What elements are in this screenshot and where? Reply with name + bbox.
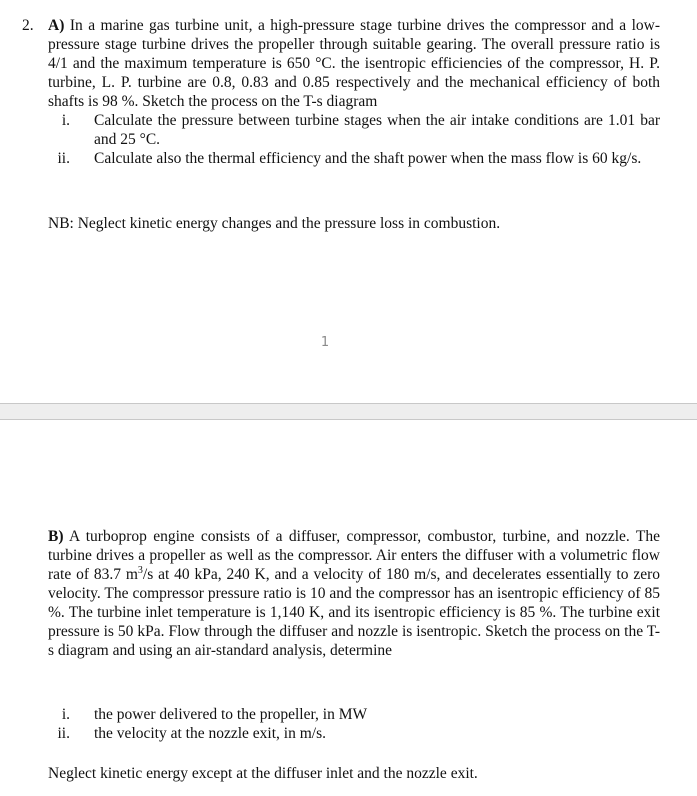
question-b-note: Neglect kinetic energy except at the diffuser inlet and the nozzle exit. (48, 765, 478, 782)
page-number: 1 (320, 335, 330, 350)
question-b-subitems (42, 705, 660, 743)
question-a-note: NB: Neglect kinetic energy changes and the pressure loss in combustion. (48, 215, 501, 232)
list-item-number: ii. (57, 725, 70, 742)
list-item-text: Calculate also the thermal efficiency and the shaft power when the mass flow is 60 kg/s. (94, 150, 642, 167)
question-b-label: B) (48, 528, 64, 545)
page-separator (0, 403, 697, 420)
list-item (42, 111, 660, 149)
question-a-paragraph (48, 16, 660, 111)
question-a-subitems (42, 111, 660, 168)
list-item-text: the power delivered to the propeller, in MW (94, 706, 368, 723)
question-b-paragraph (48, 527, 660, 660)
question-a-label: A) (48, 17, 65, 34)
question-a-text: In a marine gas turbine unit, a high-pressure stage turbine drives the compressor and a low-pressure stage turbine drives the propeller through suitable gearing. The overall pressure ratio is 4/1 and the maximum temperature is 650 °C. the isentropic efficiencies of the compressor, H. P. turbine, L. P. turbine are 0.8, 0.83 and 0.85 respectively and the mechanical efficiency of both shafts is 98 %. Sketch the process on the T-s diagram (48, 17, 660, 110)
list-item (42, 149, 660, 168)
superscript-cubed: 3 (137, 564, 143, 576)
list-item (42, 724, 660, 743)
list-item (42, 705, 660, 724)
list-item-number: ii. (57, 150, 70, 167)
question-number: 2. (22, 17, 34, 34)
list-item-text: Calculate the pressure between turbine stages when the air intake conditions are 1.01 bar and 25 °C. (94, 112, 660, 148)
list-item-number: i. (61, 112, 70, 129)
question-b-text-1: A turboprop engine consists of a diffuser, compressor, combustor, turbine, and nozzle. The turbine drives a propeller as well as the compressor. Air enters the diffuser with a volumetric flow rate of 83.7 m (48, 528, 660, 583)
question-b-text-2: /s at 40 kPa, 240 K, and a velocity of 180 m/s, and decelerates essentially to zero velocity. The compressor pressure ratio is 10 and the compressor has an isentropic efficiency of 85 %. The turbine inlet temperature is 1,140 K, and its isentropic efficiency is 85 %. The turbine exit pressure is 50 kPa. Flow through the diffuser and nozzle is isentropic. Sketch the process on the T-s diagram and using an air-standard analysis, determine (48, 566, 660, 659)
list-item-text: the velocity at the nozzle exit, in m/s. (94, 725, 327, 742)
list-item-number: i. (61, 706, 70, 723)
